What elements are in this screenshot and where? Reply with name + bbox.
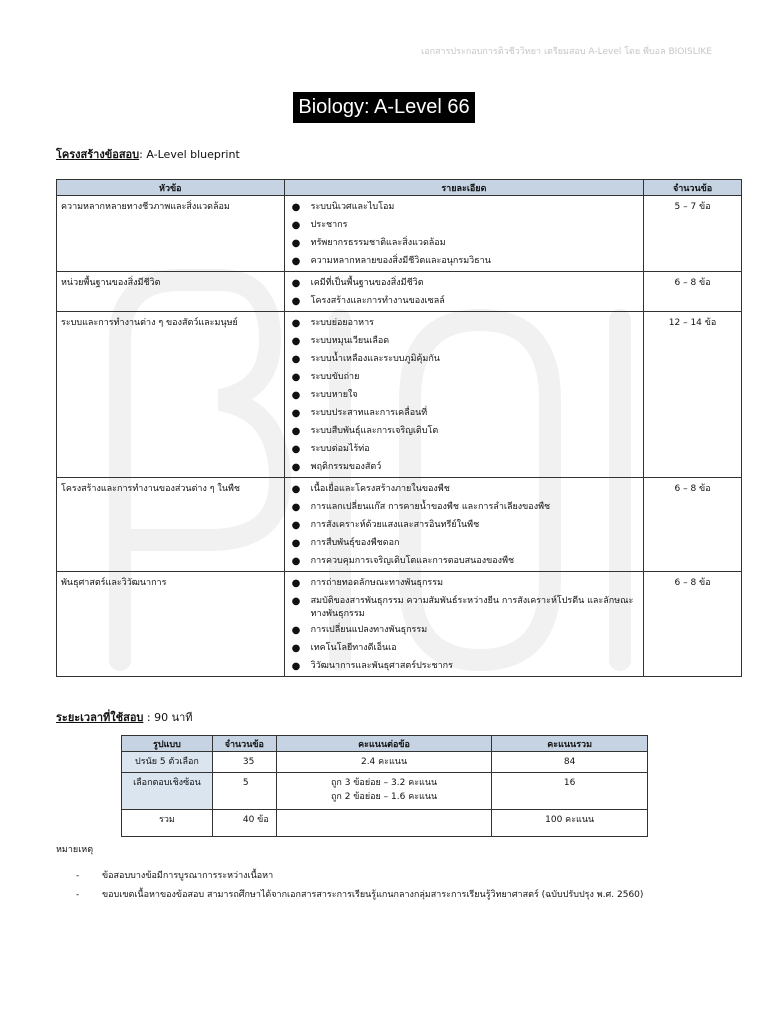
bullet-icon: ● [291, 484, 301, 495]
detail-text: ทรัพยากรธรรมชาติและสิ่งแวดล้อม [310, 238, 446, 248]
bullet-icon: ● [291, 426, 301, 437]
blueprint-heading-suffix: : A-Level blueprint [139, 148, 240, 161]
detail-text: ประชากร [310, 220, 348, 230]
detail-item [285, 440, 643, 458]
detail-item [285, 552, 643, 570]
detail-item [285, 234, 643, 252]
detail-text: ระบบย่อยอาหาร [310, 318, 374, 328]
blueprint-count: 5 – 7 ข้อ [644, 196, 742, 272]
score-header-per-item: คะแนนต่อข้อ [276, 736, 492, 752]
blueprint-table [56, 179, 742, 677]
header-note: เอกสารประกอบการติวชีววิทยา เตรียมสอบ A-Level โดย พี่บอล BIOISLIKE [421, 47, 712, 57]
blueprint-details [284, 312, 643, 478]
detail-item [285, 592, 643, 621]
detail-item [285, 574, 643, 592]
detail-item [285, 252, 643, 270]
details-list [285, 312, 643, 477]
detail-item [285, 458, 643, 476]
detail-item [285, 350, 643, 368]
detail-item [285, 639, 643, 657]
bullet-icon: ● [291, 596, 301, 607]
detail-text: การแลกเปลี่ยนแก๊ส การคายน้ำของพืช และการลำเลียงของพืช [310, 502, 551, 512]
detail-text: พฤติกรรมของสัตว์ [310, 462, 382, 472]
detail-item [285, 621, 643, 639]
score-table [121, 735, 648, 837]
detail-text: ระบบขับถ่าย [310, 372, 360, 382]
blueprint-heading [56, 145, 240, 163]
detail-text: ระบบต่อมไร้ท่อ [310, 444, 370, 454]
blueprint-row [57, 572, 742, 677]
blueprint-row [57, 196, 742, 272]
bullet-icon: ● [291, 408, 301, 419]
time-heading-label: ระยะเวลาที่ใช้สอบ [56, 711, 144, 724]
time-heading-suffix: : 90 นาที [143, 711, 193, 724]
notes-list [76, 870, 643, 908]
score-per-item: ถูก 3 ข้อย่อย – 3.2 คะแนน ถูก 2 ข้อย่อย – 1.6 คะแนน [276, 773, 492, 810]
bullet-icon: ● [291, 661, 301, 672]
bullet-icon: ● [291, 578, 301, 589]
detail-item [285, 516, 643, 534]
detail-item [285, 332, 643, 350]
detail-text: ความหลากหลายของสิ่งมีชีวิตและอนุกรมวิธาน [310, 256, 491, 266]
detail-item [285, 314, 643, 332]
detail-item [285, 292, 643, 310]
score-header-count: จำนวนข้อ [212, 736, 276, 752]
blueprint-heading-label: โครงสร้างข้อสอบ [56, 148, 140, 161]
blueprint-topic: ระบบและการทำงานต่าง ๆ ของสัตว์และมนุษย์ [57, 312, 285, 478]
dash-bullet: - [76, 871, 80, 881]
blueprint-count: 6 – 8 ข้อ [644, 572, 742, 677]
score-per-item [276, 810, 492, 837]
score-total: 16 [492, 773, 648, 810]
blueprint-details [284, 196, 643, 272]
detail-item [285, 657, 643, 675]
score-per-item: 2.4 คะแนน [276, 752, 492, 773]
blueprint-count: 6 – 8 ข้อ [644, 478, 742, 572]
blueprint-topic: หน่วยพื้นฐานของสิ่งมีชีวิต [57, 272, 285, 312]
time-heading [56, 708, 193, 726]
detail-item [285, 368, 643, 386]
detail-item [285, 480, 643, 498]
blueprint-header-topic: หัวข้อ [57, 180, 285, 196]
detail-item [285, 274, 643, 292]
detail-text: สมบัติของสารพันธุกรรม ความสัมพันธ์ระหว่างยีน การสังเคราะห์โปรตีน และลักษณะทางพันธุกรรม [310, 596, 634, 619]
notes-title: หมายเหตุ [56, 845, 94, 855]
blueprint-row [57, 272, 742, 312]
detail-text: โครงสร้างและการทำงานของเซลล์ [310, 296, 445, 306]
details-list [285, 196, 643, 271]
blueprint-header-details: รายละเอียด [284, 180, 643, 196]
note-text: ข้อสอบบางข้อมีการบูรณาการระหว่างเนื้อหา [102, 871, 274, 881]
detail-item [285, 216, 643, 234]
bullet-icon: ● [291, 318, 301, 329]
detail-text: การเปลี่ยนแปลงทางพันธุกรรม [310, 625, 428, 635]
blueprint-details [284, 572, 643, 677]
bullet-icon: ● [291, 538, 301, 549]
detail-text: เคมีที่เป็นพื้นฐานของสิ่งมีชีวิต [310, 278, 424, 288]
score-count: 40 ข้อ [212, 810, 276, 837]
score-format: เลือกตอบเชิงซ้อน [122, 773, 213, 810]
bullet-icon: ● [291, 296, 301, 307]
dash-bullet: - [76, 890, 80, 900]
score-row [122, 773, 648, 810]
bullet-icon: ● [291, 462, 301, 473]
blueprint-row [57, 312, 742, 478]
blueprint-topic: พันธุศาสตร์และวิวัฒนาการ [57, 572, 285, 677]
bullet-icon: ● [291, 520, 301, 531]
score-format: ปรนัย 5 ตัวเลือก [122, 752, 213, 773]
blueprint-details [284, 478, 643, 572]
bullet-icon: ● [291, 202, 301, 213]
bullet-icon: ● [291, 390, 301, 401]
blueprint-details [284, 272, 643, 312]
detail-item [285, 422, 643, 440]
detail-item [285, 386, 643, 404]
detail-item [285, 498, 643, 516]
detail-text: ระบบประสาทและการเคลื่อนที่ [310, 408, 428, 418]
detail-text: การสืบพันธุ์ของพืชดอก [310, 538, 400, 548]
score-row [122, 810, 648, 837]
bullet-icon: ● [291, 256, 301, 267]
bullet-icon: ● [291, 372, 301, 383]
blueprint-topic: โครงสร้างและการทำงานของส่วนต่าง ๆ ในพืช [57, 478, 285, 572]
score-count: 5 [212, 773, 276, 810]
document-title: Biology: A-Level 66 [293, 92, 474, 123]
blueprint-count: 12 – 14 ข้อ [644, 312, 742, 478]
detail-text: การสังเคราะห์ด้วยแสงและสารอินทรีย์ในพืช [310, 520, 480, 530]
bullet-icon: ● [291, 444, 301, 455]
bullet-icon: ● [291, 556, 301, 567]
bullet-icon: ● [291, 278, 301, 289]
detail-text: การควบคุมการเจริญเติบโตและการตอบสนองของพืช [310, 556, 515, 566]
note-text: ขอบเขตเนื้อหาของข้อสอบ สามารถศึกษาได้จากเอกสารสาระการเรียนรู้แกนกลางกลุ่มสาระการเรียนรู้วิทยาศาสตร์ (ฉบับปรับปรุง พ.ศ. 2560) [102, 890, 644, 900]
note-item [76, 889, 643, 902]
details-list [285, 572, 643, 676]
bullet-icon: ● [291, 354, 301, 365]
details-list [285, 478, 643, 571]
detail-item [285, 534, 643, 552]
detail-item [285, 198, 643, 216]
detail-text: การถ่ายทอดลักษณะทางพันธุกรรม [310, 578, 444, 588]
detail-text: ระบบสืบพันธุ์และการเจริญเติบโต [310, 426, 439, 436]
blueprint-count: 6 – 8 ข้อ [644, 272, 742, 312]
detail-text: ระบบหายใจ [310, 390, 358, 400]
blueprint-topic: ความหลากหลายทางชีวภาพและสิ่งแวดล้อม [57, 196, 285, 272]
detail-text: ระบบน้ำเหลืองและระบบภูมิคุ้มกัน [310, 354, 440, 364]
score-header-total: คะแนนรวม [492, 736, 648, 752]
score-total: 84 [492, 752, 648, 773]
blueprint-header-count: จำนวนข้อ [644, 180, 742, 196]
score-header-format: รูปแบบ [122, 736, 213, 752]
detail-item [285, 404, 643, 422]
blueprint-row [57, 478, 742, 572]
bullet-icon: ● [291, 220, 301, 231]
details-list [285, 272, 643, 311]
bullet-icon: ● [291, 502, 301, 513]
score-total: 100 คะแนน [492, 810, 648, 837]
detail-text: ระบบนิเวศและไบโอม [310, 202, 395, 212]
score-format: รวม [122, 810, 213, 837]
bullet-icon: ● [291, 625, 301, 636]
score-row [122, 752, 648, 773]
note-item [76, 870, 643, 883]
bullet-icon: ● [291, 336, 301, 347]
detail-text: เทคโนโลยีทางดีเอ็นเอ [310, 643, 397, 653]
detail-text: เนื้อเยื่อและโครงสร้างภายในของพืช [310, 484, 450, 494]
detail-text: วิวัฒนาการและพันธุศาสตร์ประชากร [310, 661, 453, 671]
score-count: 35 [212, 752, 276, 773]
detail-text: ระบบหมุนเวียนเลือด [310, 336, 390, 346]
bullet-icon: ● [291, 643, 301, 654]
bullet-icon: ● [291, 238, 301, 249]
